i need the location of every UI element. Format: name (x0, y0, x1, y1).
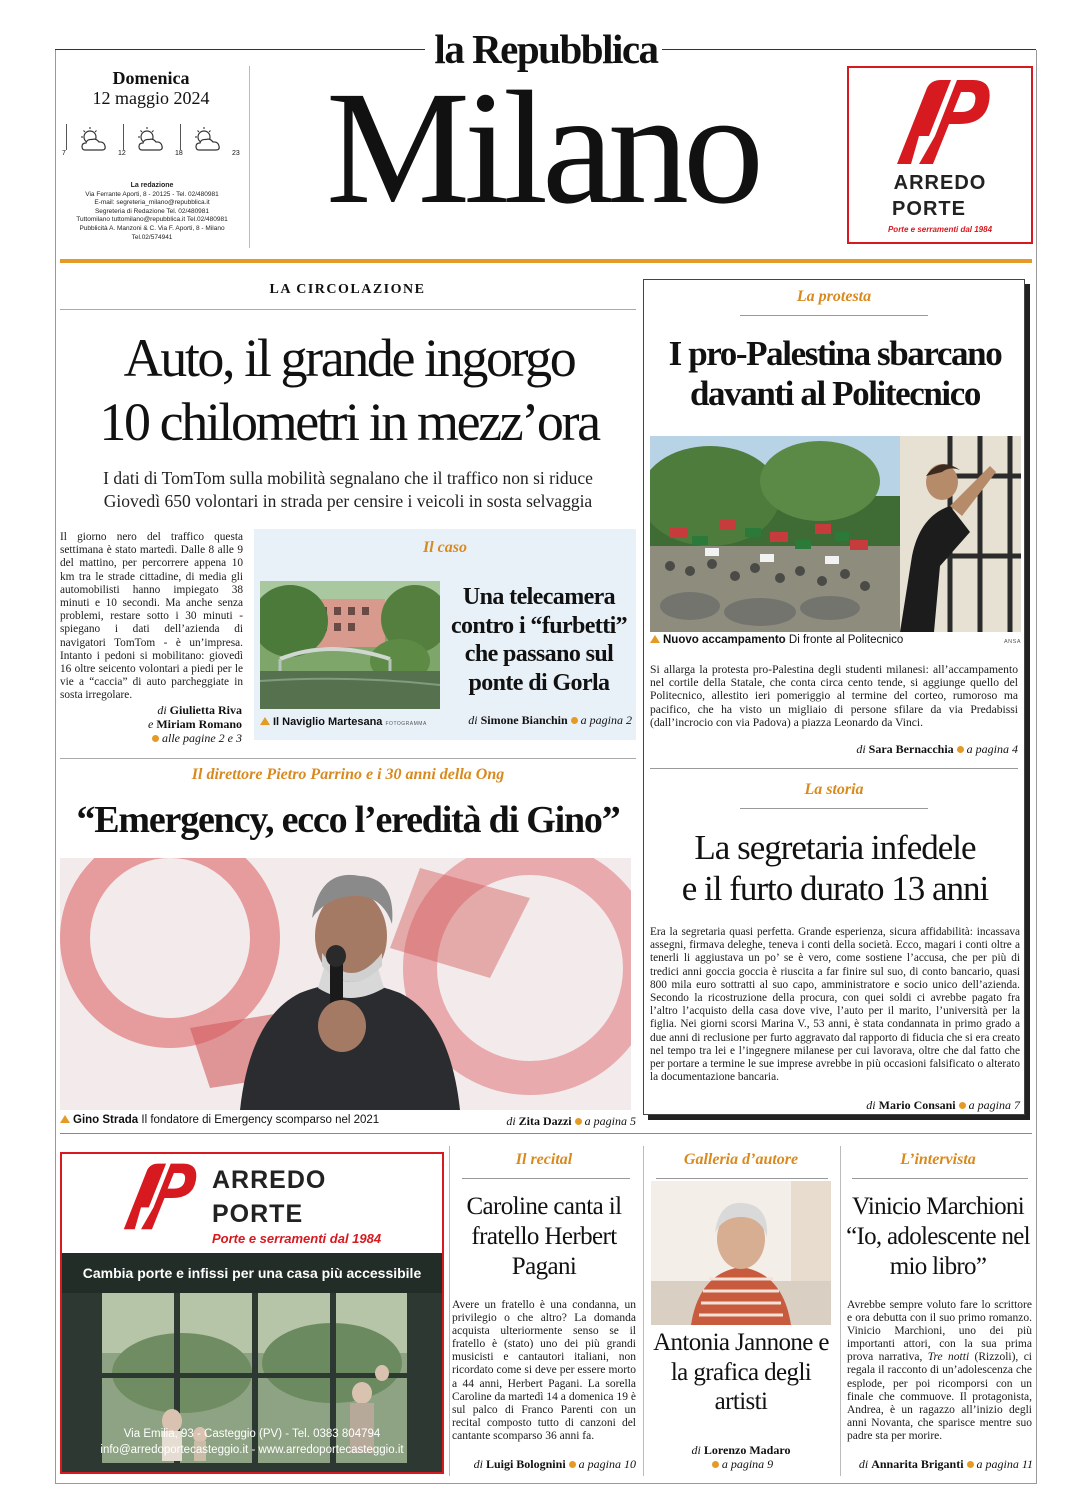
lead-headline-line-1: Auto, il grande ingorgo (123, 328, 575, 388)
emergency-caption (60, 1114, 480, 1126)
lead-deck-line-2: Giovedì 650 volontari in strada per censire i veicoli in sosta selvaggia (103, 491, 593, 511)
kicker-rule (740, 808, 928, 809)
protesta-body: Si allarga la protesta pro-Palestina degli studenti milanesi: all’accampamento nel cortile della Statale, che conta circa cento tende, si aggiunge quello del Politecnico, allestito ieri pomeriggio al termine del corteo, rumoroso ma pacifico, che ha visto un migliaio di persone sfilare da via Predabissi (dall’incrocio con via Padova) a piazza Leonardo da Vinci. (650, 663, 1018, 729)
lead-headline[interactable] (56, 326, 642, 454)
page-ref: a pagina 5 (584, 1114, 636, 1128)
galleria-kicker: Galleria d’autore (683, 1151, 799, 1168)
protesta-byline[interactable] (650, 742, 1018, 757)
kicker-rule (656, 1178, 828, 1179)
protest-photo-image (650, 436, 1021, 632)
galleria-byline[interactable] (646, 1443, 836, 1471)
partly-cloudy-icon (133, 126, 169, 154)
bullet-dot (959, 1102, 966, 1109)
top-ad[interactable] (847, 66, 1033, 244)
intervista-kicker: L’intervista (900, 1151, 976, 1168)
lead-deck (60, 467, 636, 513)
jannone-photo-image (651, 1181, 831, 1325)
intervista-headline[interactable]: Vinicio Marchioni “Io, adolescente nel mio libro” (846, 1193, 1030, 1280)
masthead (0, 0, 1091, 262)
redazione-info (62, 182, 242, 242)
intervista-body-part-2: (Rizzoli), ci regala il racconto di un’adolescenza che esplode, per poi ricomporsi con un finale che commuove. Il protagonista, Andrea, è un ragazzo all’inizio degli anni Novanta, che sparisce mentre suo padre sta per morire. (847, 1351, 1032, 1442)
city-title: Milano (326, 59, 758, 238)
bullet-dot (575, 1118, 582, 1125)
page-ref: a pagina 10 (578, 1457, 636, 1471)
bottom-ad-photo (62, 1253, 442, 1472)
caption-title: Gino Strada (73, 1114, 139, 1126)
weather-day-1 (62, 120, 126, 162)
top-ad-line1: ARREDO (893, 172, 987, 194)
by-prefix: di (691, 1443, 701, 1457)
arredo-porte-logo (889, 78, 995, 170)
masthead-orange-rule (60, 259, 1032, 263)
by-prefix: di (858, 1457, 869, 1471)
bottom-ad-slogan: Cambia porte e infissi per una casa più accessibile (82, 1265, 422, 1281)
caso-kicker: Il caso (423, 539, 467, 556)
naviglio-photo (260, 581, 440, 709)
caption-triangle-icon (260, 717, 270, 725)
recital-kicker: Il recital (515, 1151, 573, 1168)
storia-body: Era la segretaria quasi perfetta. Grande esperienza, sicura affidabilità: incassava assegni, firmava deleghe, teneva i conti della società. Ecco, magari i conti oltre a tenerli li aggiustava un po’ se è vero, come sostiene l’accusa, che per più di tredici anni goccia goccia è riuscita a far finire sul suo, di conto bancario, quasi 800 mila euro sottratti al suo capo, amministratore e socio unico dell’azienda. Secondo la ricostruzione della procura, con quei soldi ci avrebbe pagato fra l’altro l’acquisto della casa dove vive, l’auto per il marito, l’università per la figlia. Nei giorni scorsi Marina V., 53 anni, è stata condannata in primo grado a due anni di reclusione per furto aggravato dal rapporto di fiducia che si era creato nel tempo tra lei e l’ingegnere milanese per cui lavorava, oltre che dal fatto che per portare a termine le sue imprese avrebbe in più occasioni falsificato o alterato la documentazione bancaria. (650, 926, 1020, 1084)
protesta-headline-line-1: I pro-Palestina sbarcano (668, 334, 1002, 373)
galleria-headline[interactable]: Antonia Jannone e la grafica degli artisti (653, 1329, 829, 1415)
lead-body: Il giorno nero del traffico questa settimana è stato martedì. Dalle 8 alle 9 del mattino, per percorrere appena 10 km tra le strade cittadine, di media gli automobilisti hanno impiegato 38 minuti e 10 secondi. Ma anche senza problemi, restare sotto i 30 minuti - spiegano i dati dell’azienda di navigatori TomTom - è un’impresa. Intanto i pedoni si mobilitano: giovedì 16 oltre seicento volontari a piedi per le vie a “caccia” di auto parcheggiate in sosta irregolare. (60, 531, 243, 702)
edition-day: Domenica (112, 68, 190, 88)
weather-strip (62, 120, 244, 162)
author-name: Luigi Bolognini (485, 1457, 566, 1471)
weather-day-2 (119, 120, 183, 162)
brand-name[interactable]: la Repubblica (434, 26, 658, 72)
emergency-byline[interactable] (440, 1114, 636, 1129)
arredo-porte-logo (114, 1162, 204, 1234)
storia-headline-line-1: La segretaria infedele (694, 828, 976, 867)
protesta-caption (650, 634, 1021, 646)
emergency-headline[interactable]: “Emergency, ecco l’eredità di Gino” (76, 799, 620, 841)
by-prefix: di (473, 1457, 483, 1471)
lead-byline[interactable] (60, 703, 242, 745)
caption-text: Di fronte al Politecnico (788, 634, 904, 646)
masthead-left-border (55, 50, 56, 262)
redazione-line: Tel.02/574941 (131, 233, 173, 241)
page-ref: a pagina 2 (580, 713, 632, 727)
partly-cloudy-icon (190, 126, 226, 154)
protesta-kicker: La protesta (796, 288, 872, 305)
redazione-title: La redazione (130, 182, 174, 189)
author-name: Giulietta Riva (169, 703, 242, 717)
partly-cloudy-icon (76, 126, 112, 154)
page-ref: alle pagine 2 e 3 (162, 731, 242, 745)
caption-text: Il fondatore di Emergency scomparso nel 2021 (141, 1114, 380, 1126)
bottom-ad-tagline: Porte e serramenti dal 1984 (212, 1231, 382, 1246)
storia-headline[interactable] (645, 827, 1025, 909)
kicker-rule (462, 1178, 630, 1179)
by-prefix: di (866, 1098, 876, 1112)
section-label: LA CIRCOLAZIONE (269, 282, 426, 297)
protesta-headline[interactable] (645, 334, 1025, 414)
weather-high-1: 12 (118, 150, 126, 157)
weather-high-3: 23 (232, 150, 240, 157)
redazione-line: Tuttomilano tuttomilano@repubblica.it Tel.02/480981 (76, 216, 228, 224)
bullet-dot (957, 746, 964, 753)
caso-headline: Una telecamera contro i “furbetti” che passano sul ponte di Gorla (450, 584, 628, 696)
naviglio-photo-image (260, 581, 440, 709)
gino-strada-photo-image (60, 858, 631, 1110)
intervista-body-part-1: Avrebbe sempre voluto fare lo scrittore e ora debutta con il suo primo romanzo. Vinicio Marchioni, uno dei più importanti attori, con la sua prima prova narrativa, (847, 1299, 1032, 1364)
page-right-border (1036, 262, 1037, 1484)
and-word: e (148, 717, 154, 731)
by-prefix: di (468, 713, 478, 727)
author-name: Mario Consani (878, 1098, 956, 1112)
caso-byline[interactable] (444, 713, 632, 728)
weather-low-1: 7 (62, 150, 66, 157)
column-divider (449, 1146, 450, 1476)
lead-deck-line-1: I dati di TomTom sulla mobilità segnalano che il traffico non si riduce (103, 468, 593, 488)
masthead-divider (249, 66, 250, 248)
author-name: Sara Bernacchia (868, 742, 954, 756)
page-left-border (55, 262, 56, 1484)
intervista-byline[interactable] (843, 1457, 1033, 1472)
bullet-dot (967, 1461, 974, 1468)
masthead-rule-right (662, 49, 1036, 50)
author-name: Lorenzo Madaro (703, 1443, 791, 1457)
section-rule (60, 309, 636, 310)
masthead-right-border (1036, 50, 1037, 262)
protesta-headline-line-2: davanti al Politecnico (689, 374, 980, 413)
bottom-ad-line1: ARREDO (212, 1166, 327, 1194)
photo-credit: FOTOGRAMMA (385, 721, 427, 727)
caption-triangle-icon (60, 1115, 70, 1123)
redazione-line: Via Ferrante Aporti, 8 - 20125 - Tel. 02/480981 (85, 190, 219, 198)
bottom-ad-line2: PORTE (212, 1200, 304, 1228)
recital-byline[interactable] (452, 1457, 636, 1472)
page-ref: a pagina 9 (721, 1457, 774, 1471)
by-prefix: di (157, 703, 167, 717)
book-title: Tre notti (927, 1351, 970, 1364)
recital-body: Avere un fratello è una condanna, un privilegio o che altro? La domanda acquista ulteriormente senso se il fratello è (stato) uno dei più grandi musicisti e cantautori italiani, non ricordato come si deve per essere morto a 44 anni, Herbert Pagani. La sorella Caroline da martedì 14 a domenica 19 è sul palco di Franco Parenti con un recital composto tutto di canzoni del cantante scomparso 36 anni fa. (452, 1299, 636, 1442)
bottom-ad-address: Via Emilia, 93 - Casteggio (PV) - Tel. 0383 804794 (123, 1428, 381, 1440)
jannone-photo (651, 1181, 831, 1325)
bottom-ad[interactable] (60, 1152, 444, 1474)
author-name: Zita Dazzi (518, 1114, 572, 1128)
bottom-section-rule (60, 1133, 1032, 1134)
lead-headline-line-2: 10 chilometri in mezz’ora (99, 392, 599, 452)
weather-day-3 (176, 120, 240, 162)
caption-title: Il Naviglio Martesana (273, 716, 383, 728)
intervista-body (847, 1299, 1032, 1443)
page-bottom-border (55, 1483, 1037, 1484)
protest-photo (650, 436, 1021, 632)
storia-headline-line-2: e il furto durato 13 anni (681, 869, 989, 908)
top-ad-line2: PORTE (892, 198, 966, 220)
bullet-dot (569, 1461, 576, 1468)
caso-box[interactable] (254, 529, 636, 740)
bullet-dot (571, 717, 578, 724)
page-ref: a pagina 7 (968, 1098, 1020, 1112)
storia-byline[interactable] (650, 1098, 1020, 1113)
caso-caption (260, 716, 450, 728)
bottom-ad-contacts[interactable]: info@arredoportecasteggio.it - www.arredoportecasteggio.it (100, 1444, 404, 1456)
photo-credit: ANSA (1004, 639, 1021, 645)
author-name: Annarita Briganti (871, 1457, 964, 1471)
weather-high-2: 18 (175, 150, 183, 157)
recital-headline[interactable]: Caroline canta il fratello Herbert Pagani (466, 1193, 622, 1280)
bullet-dot (152, 735, 159, 742)
column-divider (840, 1146, 841, 1476)
page-ref: a pagina 4 (966, 742, 1018, 756)
kicker-rule (740, 315, 928, 316)
emergency-kicker: Il direttore Pietro Parrino e i 30 anni della Ong (191, 766, 505, 783)
column-divider (643, 1146, 644, 1476)
caption-triangle-icon (650, 635, 660, 643)
page-ref: a pagina 11 (976, 1457, 1033, 1471)
author-name: Simone Bianchin (480, 713, 568, 727)
bullet-dot (712, 1461, 719, 1468)
lead-bottom-rule (60, 758, 636, 759)
storia-kicker: La storia (804, 781, 864, 798)
by-prefix: di (506, 1114, 516, 1128)
caption-title: Nuovo accampamento (663, 634, 786, 646)
redazione-line: Pubblicità A. Manzoni & C. Via F. Aporti, 8 - Milano (79, 224, 225, 232)
gino-strada-photo (60, 858, 631, 1110)
redazione-line: Segreteria di Redazione Tel. 02/480981 (94, 207, 210, 215)
edition-date: 12 maggio 2024 (92, 88, 210, 108)
redazione-line[interactable]: E-mail: segreteria_milano@repubblica.it (94, 199, 210, 207)
top-ad-tagline: Porte e serramenti dal 1984 (887, 225, 993, 234)
kicker-rule (852, 1178, 1028, 1179)
protesta-rule (650, 768, 1018, 769)
author-name: Miriam Romano (156, 717, 242, 731)
by-prefix: di (856, 742, 866, 756)
masthead-rule-left (55, 49, 425, 50)
